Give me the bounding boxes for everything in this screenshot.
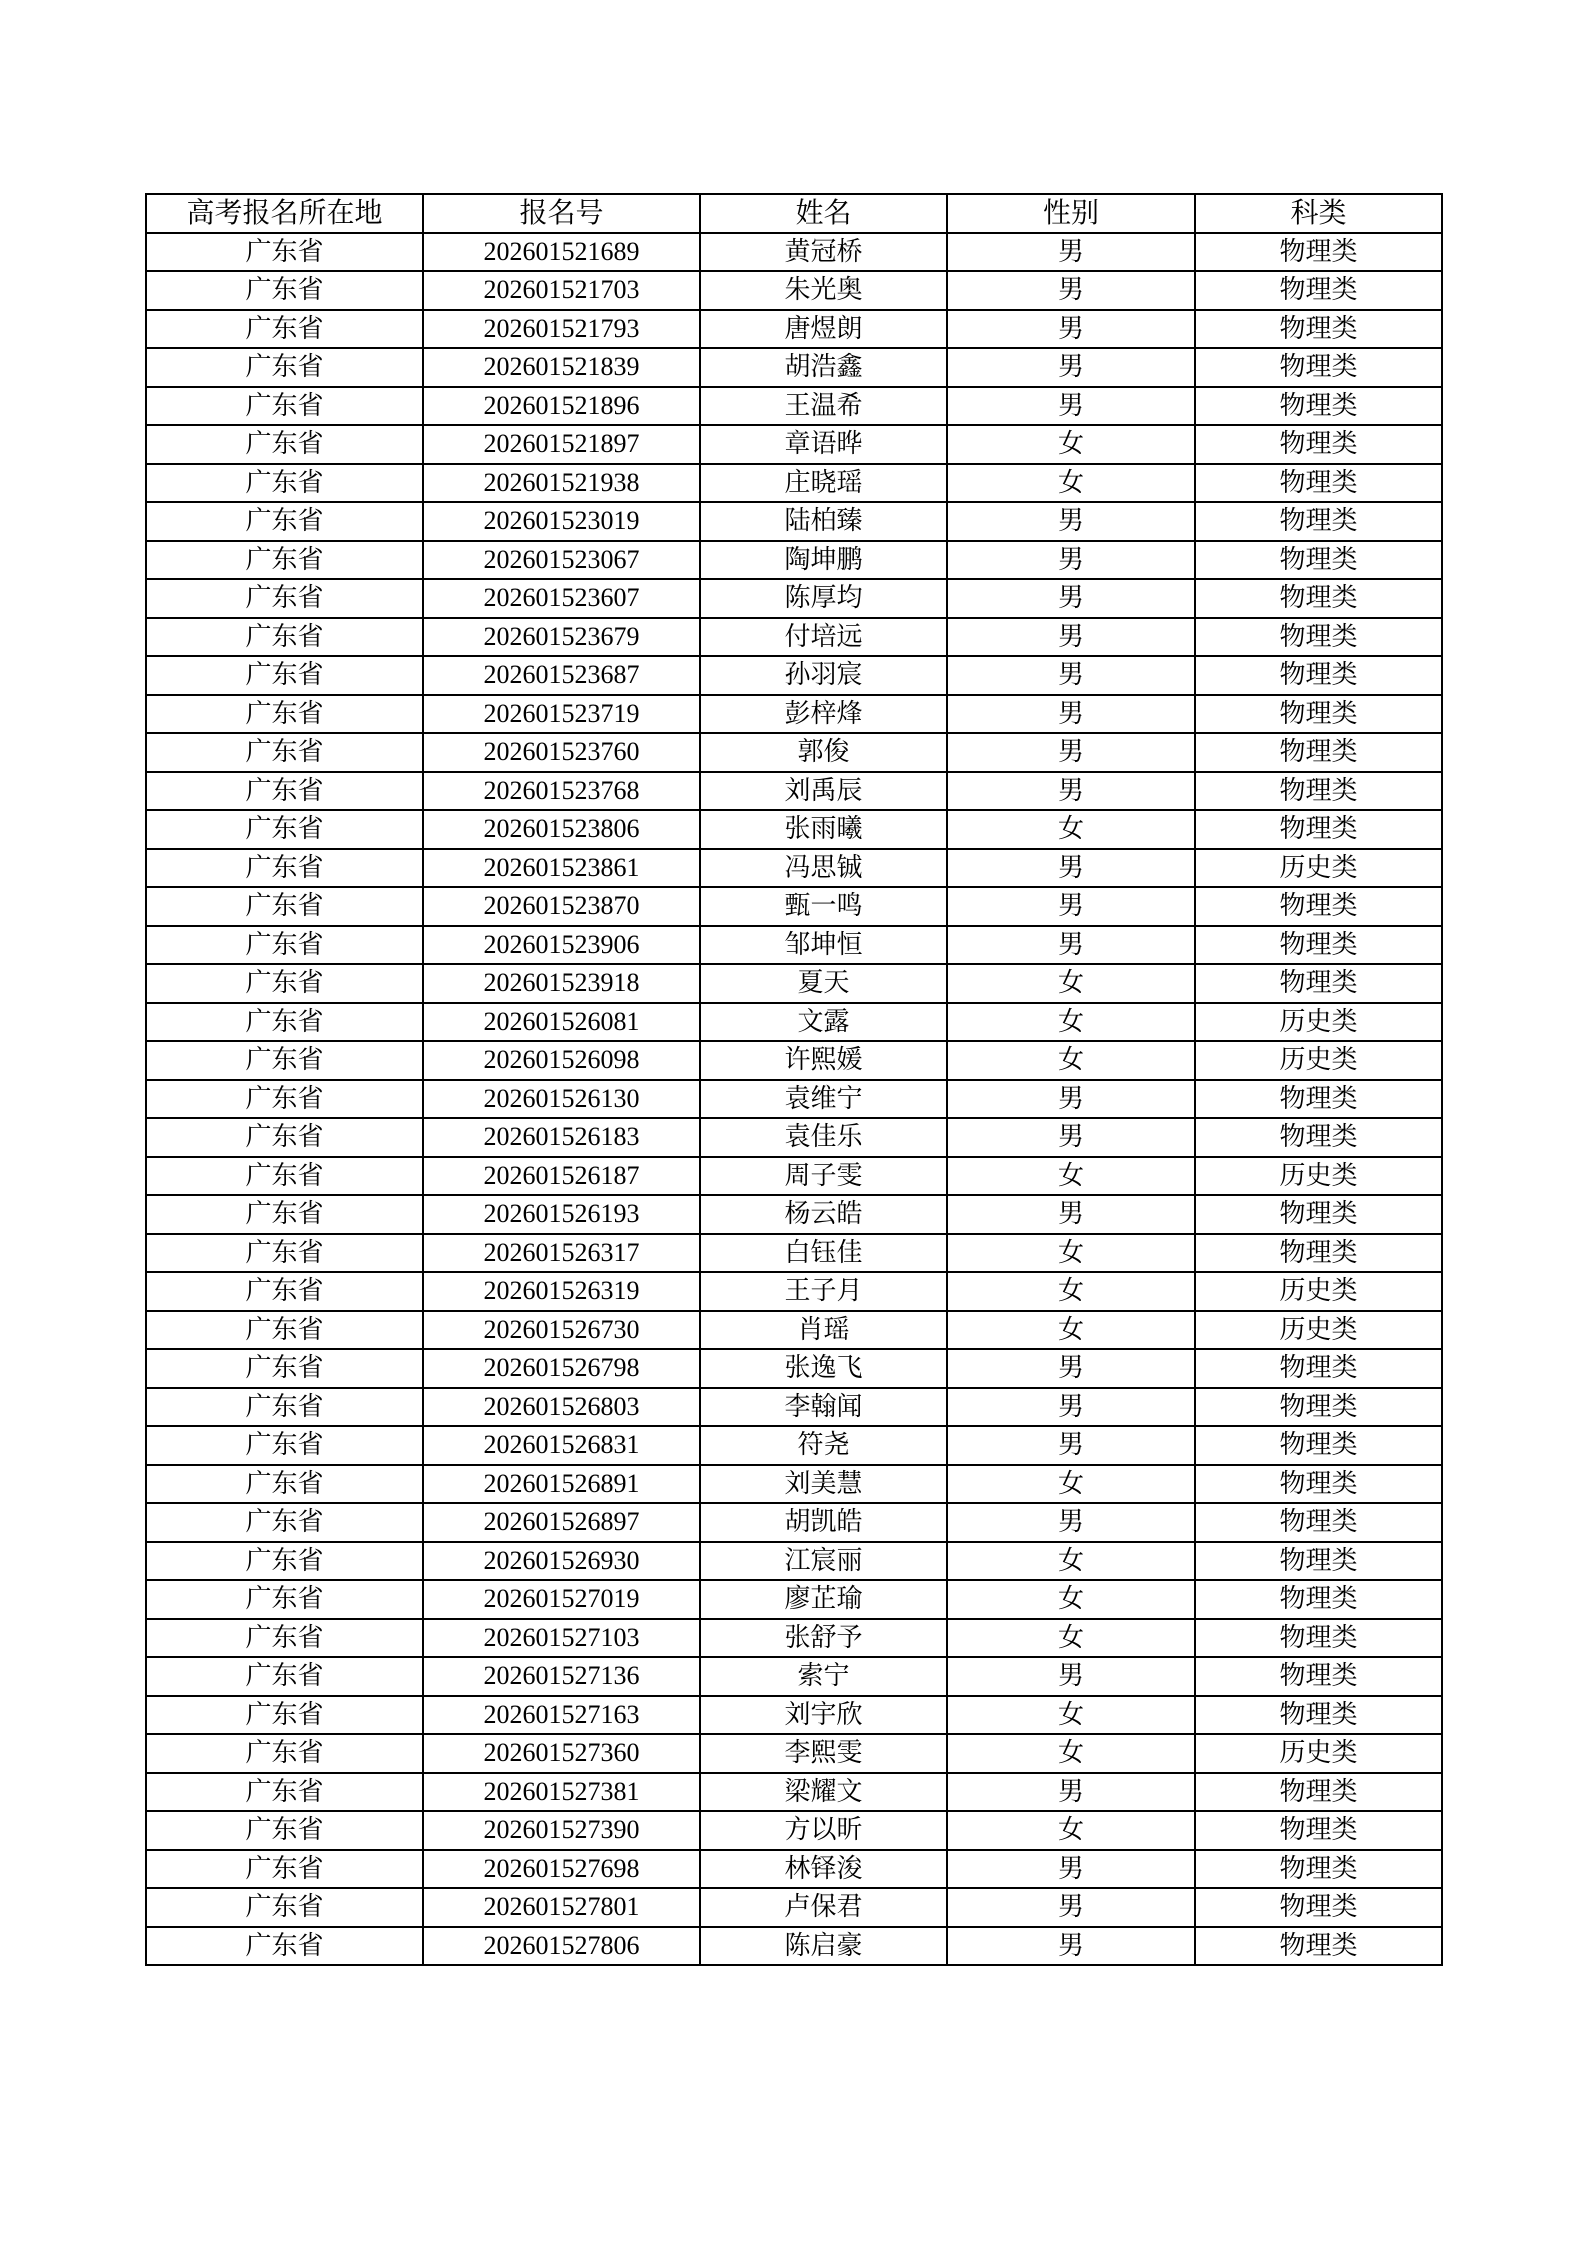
cell-subject-category: 物理类 <box>1195 926 1442 965</box>
cell-registration-location: 广东省 <box>146 1773 423 1812</box>
cell-subject-category: 物理类 <box>1195 1080 1442 1119</box>
cell-registration-location: 广东省 <box>146 1349 423 1388</box>
cell-registration-number: 202601526798 <box>423 1349 700 1388</box>
cell-name: 庄晓瑶 <box>700 464 947 503</box>
table-row <box>146 772 1442 811</box>
cell-name: 冯思铖 <box>700 849 947 888</box>
table-row <box>146 1349 1442 1388</box>
cell-gender: 男 <box>947 348 1195 387</box>
table-row <box>146 1311 1442 1350</box>
cell-registration-location: 广东省 <box>146 1118 423 1157</box>
cell-name: 方以昕 <box>700 1811 947 1850</box>
cell-registration-location: 广东省 <box>146 464 423 503</box>
cell-subject-category: 历史类 <box>1195 1003 1442 1042</box>
cell-registration-number: 202601521793 <box>423 310 700 349</box>
cell-registration-location: 广东省 <box>146 387 423 426</box>
cell-gender: 男 <box>947 387 1195 426</box>
cell-gender: 女 <box>947 1234 1195 1273</box>
cell-registration-number: 202601527381 <box>423 1773 700 1812</box>
cell-subject-category: 物理类 <box>1195 579 1442 618</box>
table-row <box>146 1542 1442 1581</box>
table-row <box>146 425 1442 464</box>
cell-gender: 男 <box>947 1080 1195 1119</box>
cell-name: 袁佳乐 <box>700 1118 947 1157</box>
cell-registration-location: 广东省 <box>146 579 423 618</box>
cell-gender: 女 <box>947 425 1195 464</box>
cell-name: 文露 <box>700 1003 947 1042</box>
cell-name: 彭梓烽 <box>700 695 947 734</box>
cell-gender: 男 <box>947 541 1195 580</box>
cell-name: 王温希 <box>700 387 947 426</box>
cell-registration-number: 202601526897 <box>423 1503 700 1542</box>
cell-gender: 男 <box>947 926 1195 965</box>
cell-gender: 男 <box>947 579 1195 618</box>
cell-subject-category: 物理类 <box>1195 502 1442 541</box>
cell-name: 张雨曦 <box>700 810 947 849</box>
cell-gender: 女 <box>947 1542 1195 1581</box>
table-row <box>146 656 1442 695</box>
cell-registration-number: 202601523806 <box>423 810 700 849</box>
cell-registration-number: 202601527163 <box>423 1696 700 1735</box>
cell-registration-location: 广东省 <box>146 964 423 1003</box>
table-row <box>146 1888 1442 1927</box>
table-row <box>146 271 1442 310</box>
cell-name: 张舒予 <box>700 1619 947 1658</box>
cell-gender: 男 <box>947 772 1195 811</box>
cell-registration-location: 广东省 <box>146 1542 423 1581</box>
cell-registration-location: 广东省 <box>146 1580 423 1619</box>
table-row <box>146 1927 1442 1966</box>
table-row <box>146 1118 1442 1157</box>
cell-registration-number: 202601523019 <box>423 502 700 541</box>
cell-subject-category: 物理类 <box>1195 1927 1442 1966</box>
cell-registration-number: 202601523870 <box>423 887 700 926</box>
cell-subject-category: 物理类 <box>1195 271 1442 310</box>
cell-name: 索宁 <box>700 1657 947 1696</box>
cell-subject-category: 历史类 <box>1195 849 1442 888</box>
table-row <box>146 849 1442 888</box>
cell-name: 付培远 <box>700 618 947 657</box>
cell-name: 许熙媛 <box>700 1041 947 1080</box>
cell-registration-number: 202601523067 <box>423 541 700 580</box>
table-row <box>146 618 1442 657</box>
cell-subject-category: 物理类 <box>1195 1465 1442 1504</box>
cell-registration-number: 202601523719 <box>423 695 700 734</box>
cell-subject-category: 历史类 <box>1195 1311 1442 1350</box>
table-body <box>146 233 1442 1966</box>
cell-registration-number: 202601526193 <box>423 1195 700 1234</box>
cell-registration-location: 广东省 <box>146 271 423 310</box>
cell-gender: 男 <box>947 1888 1195 1927</box>
cell-registration-number: 202601521689 <box>423 233 700 272</box>
cell-gender: 男 <box>947 1118 1195 1157</box>
table-row <box>146 387 1442 426</box>
cell-registration-location: 广东省 <box>146 1157 423 1196</box>
table-row <box>146 1234 1442 1273</box>
cell-registration-location: 广东省 <box>146 1234 423 1273</box>
table-row <box>146 1811 1442 1850</box>
cell-gender: 男 <box>947 887 1195 926</box>
candidate-roster-table <box>145 193 1443 1966</box>
cell-registration-location: 广东省 <box>146 1311 423 1350</box>
table-row <box>146 464 1442 503</box>
cell-gender: 男 <box>947 1195 1195 1234</box>
table-row <box>146 233 1442 272</box>
table-row <box>146 1003 1442 1042</box>
cell-registration-location: 广东省 <box>146 1811 423 1850</box>
cell-gender: 男 <box>947 1426 1195 1465</box>
cell-gender: 男 <box>947 233 1195 272</box>
cell-gender: 男 <box>947 1657 1195 1696</box>
cell-registration-location: 广东省 <box>146 233 423 272</box>
cell-registration-number: 202601521897 <box>423 425 700 464</box>
table-row <box>146 1157 1442 1196</box>
table-row <box>146 1734 1442 1773</box>
cell-name: 陈启豪 <box>700 1927 947 1966</box>
table-row <box>146 887 1442 926</box>
table-row <box>146 1503 1442 1542</box>
cell-name: 王子月 <box>700 1272 947 1311</box>
cell-registration-number: 202601521839 <box>423 348 700 387</box>
cell-gender: 女 <box>947 1580 1195 1619</box>
cell-name: 李熙雯 <box>700 1734 947 1773</box>
cell-registration-location: 广东省 <box>146 1041 423 1080</box>
cell-subject-category: 物理类 <box>1195 733 1442 772</box>
cell-registration-number: 202601521703 <box>423 271 700 310</box>
cell-name: 郭俊 <box>700 733 947 772</box>
cell-name: 朱光奥 <box>700 271 947 310</box>
cell-gender: 女 <box>947 1003 1195 1042</box>
cell-registration-location: 广东省 <box>146 849 423 888</box>
header-gender: 性别 <box>947 194 1195 233</box>
cell-subject-category: 历史类 <box>1195 1272 1442 1311</box>
cell-name: 肖瑶 <box>700 1311 947 1350</box>
cell-registration-location: 广东省 <box>146 1003 423 1042</box>
table-row <box>146 733 1442 772</box>
cell-registration-number: 202601527103 <box>423 1619 700 1658</box>
cell-registration-number: 202601527806 <box>423 1927 700 1966</box>
cell-gender: 女 <box>947 1272 1195 1311</box>
cell-name: 唐煜朗 <box>700 310 947 349</box>
cell-gender: 女 <box>947 1157 1195 1196</box>
cell-name: 李翰闻 <box>700 1388 947 1427</box>
cell-name: 林铎浚 <box>700 1850 947 1889</box>
cell-registration-number: 202601526803 <box>423 1388 700 1427</box>
cell-name: 邹坤恒 <box>700 926 947 965</box>
cell-subject-category: 物理类 <box>1195 1542 1442 1581</box>
cell-registration-number: 202601526891 <box>423 1465 700 1504</box>
cell-registration-number: 202601527698 <box>423 1850 700 1889</box>
cell-subject-category: 历史类 <box>1195 1734 1442 1773</box>
table-row <box>146 541 1442 580</box>
cell-registration-location: 广东省 <box>146 425 423 464</box>
cell-gender: 男 <box>947 733 1195 772</box>
cell-name: 杨云皓 <box>700 1195 947 1234</box>
table-row <box>146 1041 1442 1080</box>
cell-registration-location: 广东省 <box>146 1850 423 1889</box>
cell-name: 刘宇欣 <box>700 1696 947 1735</box>
cell-subject-category: 物理类 <box>1195 1888 1442 1927</box>
cell-registration-location: 广东省 <box>146 887 423 926</box>
cell-gender: 女 <box>947 464 1195 503</box>
cell-name: 黄冠桥 <box>700 233 947 272</box>
table-header-row <box>146 194 1442 233</box>
cell-gender: 男 <box>947 1773 1195 1812</box>
cell-registration-location: 广东省 <box>146 1465 423 1504</box>
cell-gender: 女 <box>947 810 1195 849</box>
table-row <box>146 1195 1442 1234</box>
cell-subject-category: 物理类 <box>1195 1773 1442 1812</box>
cell-subject-category: 物理类 <box>1195 541 1442 580</box>
table-row <box>146 1773 1442 1812</box>
cell-registration-number: 202601526317 <box>423 1234 700 1273</box>
cell-gender: 男 <box>947 271 1195 310</box>
cell-name: 梁耀文 <box>700 1773 947 1812</box>
cell-name: 胡凯皓 <box>700 1503 947 1542</box>
cell-subject-category: 物理类 <box>1195 1503 1442 1542</box>
table-row <box>146 1580 1442 1619</box>
cell-name: 卢保君 <box>700 1888 947 1927</box>
cell-subject-category: 物理类 <box>1195 1580 1442 1619</box>
cell-registration-number: 202601526183 <box>423 1118 700 1157</box>
cell-gender: 女 <box>947 1734 1195 1773</box>
cell-gender: 男 <box>947 1850 1195 1889</box>
cell-gender: 女 <box>947 1619 1195 1658</box>
cell-subject-category: 物理类 <box>1195 964 1442 1003</box>
cell-subject-category: 物理类 <box>1195 887 1442 926</box>
cell-registration-number: 202601526730 <box>423 1311 700 1350</box>
cell-gender: 女 <box>947 1041 1195 1080</box>
cell-registration-number: 202601526130 <box>423 1080 700 1119</box>
cell-name: 廖芷瑜 <box>700 1580 947 1619</box>
table-row <box>146 1619 1442 1658</box>
cell-gender: 男 <box>947 310 1195 349</box>
cell-subject-category: 物理类 <box>1195 656 1442 695</box>
cell-name: 白钰佳 <box>700 1234 947 1273</box>
cell-registration-location: 广东省 <box>146 810 423 849</box>
cell-registration-location: 广东省 <box>146 1503 423 1542</box>
cell-registration-number: 202601523687 <box>423 656 700 695</box>
cell-registration-location: 广东省 <box>146 502 423 541</box>
cell-registration-number: 202601523760 <box>423 733 700 772</box>
table-row <box>146 695 1442 734</box>
table-row <box>146 1696 1442 1735</box>
cell-registration-number: 202601521938 <box>423 464 700 503</box>
cell-subject-category: 物理类 <box>1195 425 1442 464</box>
cell-name: 夏天 <box>700 964 947 1003</box>
table-row <box>146 348 1442 387</box>
cell-subject-category: 物理类 <box>1195 1195 1442 1234</box>
cell-registration-location: 广东省 <box>146 1696 423 1735</box>
cell-registration-number: 202601521896 <box>423 387 700 426</box>
cell-registration-location: 广东省 <box>146 1888 423 1927</box>
cell-name: 刘禹辰 <box>700 772 947 811</box>
cell-subject-category: 物理类 <box>1195 1619 1442 1658</box>
cell-subject-category: 物理类 <box>1195 464 1442 503</box>
header-registration-number: 报名号 <box>423 194 700 233</box>
cell-registration-number: 202601526081 <box>423 1003 700 1042</box>
cell-gender: 男 <box>947 1927 1195 1966</box>
cell-registration-location: 广东省 <box>146 772 423 811</box>
header-registration-location: 高考报名所在地 <box>146 194 423 233</box>
cell-registration-location: 广东省 <box>146 1195 423 1234</box>
cell-subject-category: 物理类 <box>1195 772 1442 811</box>
cell-name: 周子雯 <box>700 1157 947 1196</box>
table-row <box>146 1850 1442 1889</box>
header-name: 姓名 <box>700 194 947 233</box>
cell-registration-location: 广东省 <box>146 348 423 387</box>
cell-subject-category: 物理类 <box>1195 1349 1442 1388</box>
cell-name: 胡浩鑫 <box>700 348 947 387</box>
cell-name: 陶坤鹏 <box>700 541 947 580</box>
table-row <box>146 964 1442 1003</box>
cell-subject-category: 物理类 <box>1195 348 1442 387</box>
table-row <box>146 810 1442 849</box>
cell-registration-location: 广东省 <box>146 733 423 772</box>
cell-registration-location: 广东省 <box>146 541 423 580</box>
cell-registration-number: 202601526098 <box>423 1041 700 1080</box>
cell-subject-category: 物理类 <box>1195 387 1442 426</box>
cell-name: 张逸飞 <box>700 1349 947 1388</box>
cell-subject-category: 历史类 <box>1195 1041 1442 1080</box>
cell-gender: 男 <box>947 618 1195 657</box>
cell-name: 甄一鸣 <box>700 887 947 926</box>
cell-registration-location: 广东省 <box>146 1272 423 1311</box>
cell-registration-number: 202601527360 <box>423 1734 700 1773</box>
cell-subject-category: 物理类 <box>1195 1850 1442 1889</box>
cell-registration-location: 广东省 <box>146 1619 423 1658</box>
cell-registration-number: 202601523861 <box>423 849 700 888</box>
cell-name: 袁维宁 <box>700 1080 947 1119</box>
table-row <box>146 926 1442 965</box>
cell-registration-number: 202601523768 <box>423 772 700 811</box>
cell-registration-number: 202601526930 <box>423 1542 700 1581</box>
cell-registration-location: 广东省 <box>146 310 423 349</box>
cell-gender: 男 <box>947 1503 1195 1542</box>
table-row <box>146 1388 1442 1427</box>
cell-subject-category: 物理类 <box>1195 1696 1442 1735</box>
cell-registration-location: 广东省 <box>146 926 423 965</box>
cell-registration-number: 202601526319 <box>423 1272 700 1311</box>
cell-subject-category: 物理类 <box>1195 1118 1442 1157</box>
cell-subject-category: 物理类 <box>1195 310 1442 349</box>
cell-gender: 男 <box>947 1349 1195 1388</box>
cell-registration-number: 202601526831 <box>423 1426 700 1465</box>
cell-gender: 女 <box>947 1465 1195 1504</box>
cell-registration-number: 202601523918 <box>423 964 700 1003</box>
cell-registration-location: 广东省 <box>146 1426 423 1465</box>
cell-gender: 男 <box>947 849 1195 888</box>
cell-gender: 女 <box>947 1696 1195 1735</box>
cell-name: 符尧 <box>700 1426 947 1465</box>
cell-registration-location: 广东省 <box>146 1927 423 1966</box>
cell-subject-category: 物理类 <box>1195 233 1442 272</box>
cell-registration-location: 广东省 <box>146 695 423 734</box>
cell-registration-number: 202601526187 <box>423 1157 700 1196</box>
cell-name: 刘美慧 <box>700 1465 947 1504</box>
cell-registration-number: 202601527801 <box>423 1888 700 1927</box>
table-row <box>146 1657 1442 1696</box>
header-subject-category: 科类 <box>1195 194 1442 233</box>
cell-registration-location: 广东省 <box>146 618 423 657</box>
cell-registration-location: 广东省 <box>146 1734 423 1773</box>
table-row <box>146 1426 1442 1465</box>
table-row <box>146 1080 1442 1119</box>
cell-registration-number: 202601527136 <box>423 1657 700 1696</box>
cell-registration-location: 广东省 <box>146 1080 423 1119</box>
cell-registration-number: 202601523607 <box>423 579 700 618</box>
cell-subject-category: 物理类 <box>1195 1234 1442 1273</box>
cell-subject-category: 物理类 <box>1195 1426 1442 1465</box>
cell-name: 章语晔 <box>700 425 947 464</box>
cell-registration-number: 202601527390 <box>423 1811 700 1850</box>
cell-subject-category: 物理类 <box>1195 810 1442 849</box>
cell-gender: 女 <box>947 1811 1195 1850</box>
cell-subject-category: 物理类 <box>1195 1388 1442 1427</box>
cell-gender: 男 <box>947 1388 1195 1427</box>
cell-registration-location: 广东省 <box>146 1388 423 1427</box>
cell-gender: 男 <box>947 656 1195 695</box>
cell-gender: 男 <box>947 502 1195 541</box>
cell-name: 陈厚均 <box>700 579 947 618</box>
table-row <box>146 1272 1442 1311</box>
table-row <box>146 579 1442 618</box>
cell-subject-category: 物理类 <box>1195 618 1442 657</box>
cell-registration-number: 202601527019 <box>423 1580 700 1619</box>
cell-registration-location: 广东省 <box>146 1657 423 1696</box>
cell-gender: 男 <box>947 695 1195 734</box>
cell-name: 陆柏臻 <box>700 502 947 541</box>
cell-subject-category: 物理类 <box>1195 695 1442 734</box>
table-row <box>146 1465 1442 1504</box>
cell-name: 江宸丽 <box>700 1542 947 1581</box>
cell-gender: 女 <box>947 1311 1195 1350</box>
cell-registration-number: 202601523906 <box>423 926 700 965</box>
cell-subject-category: 物理类 <box>1195 1657 1442 1696</box>
table-row <box>146 502 1442 541</box>
cell-subject-category: 历史类 <box>1195 1157 1442 1196</box>
cell-registration-number: 202601523679 <box>423 618 700 657</box>
table-row <box>146 310 1442 349</box>
cell-registration-location: 广东省 <box>146 656 423 695</box>
cell-gender: 女 <box>947 964 1195 1003</box>
cell-subject-category: 物理类 <box>1195 1811 1442 1850</box>
cell-name: 孙羽宸 <box>700 656 947 695</box>
